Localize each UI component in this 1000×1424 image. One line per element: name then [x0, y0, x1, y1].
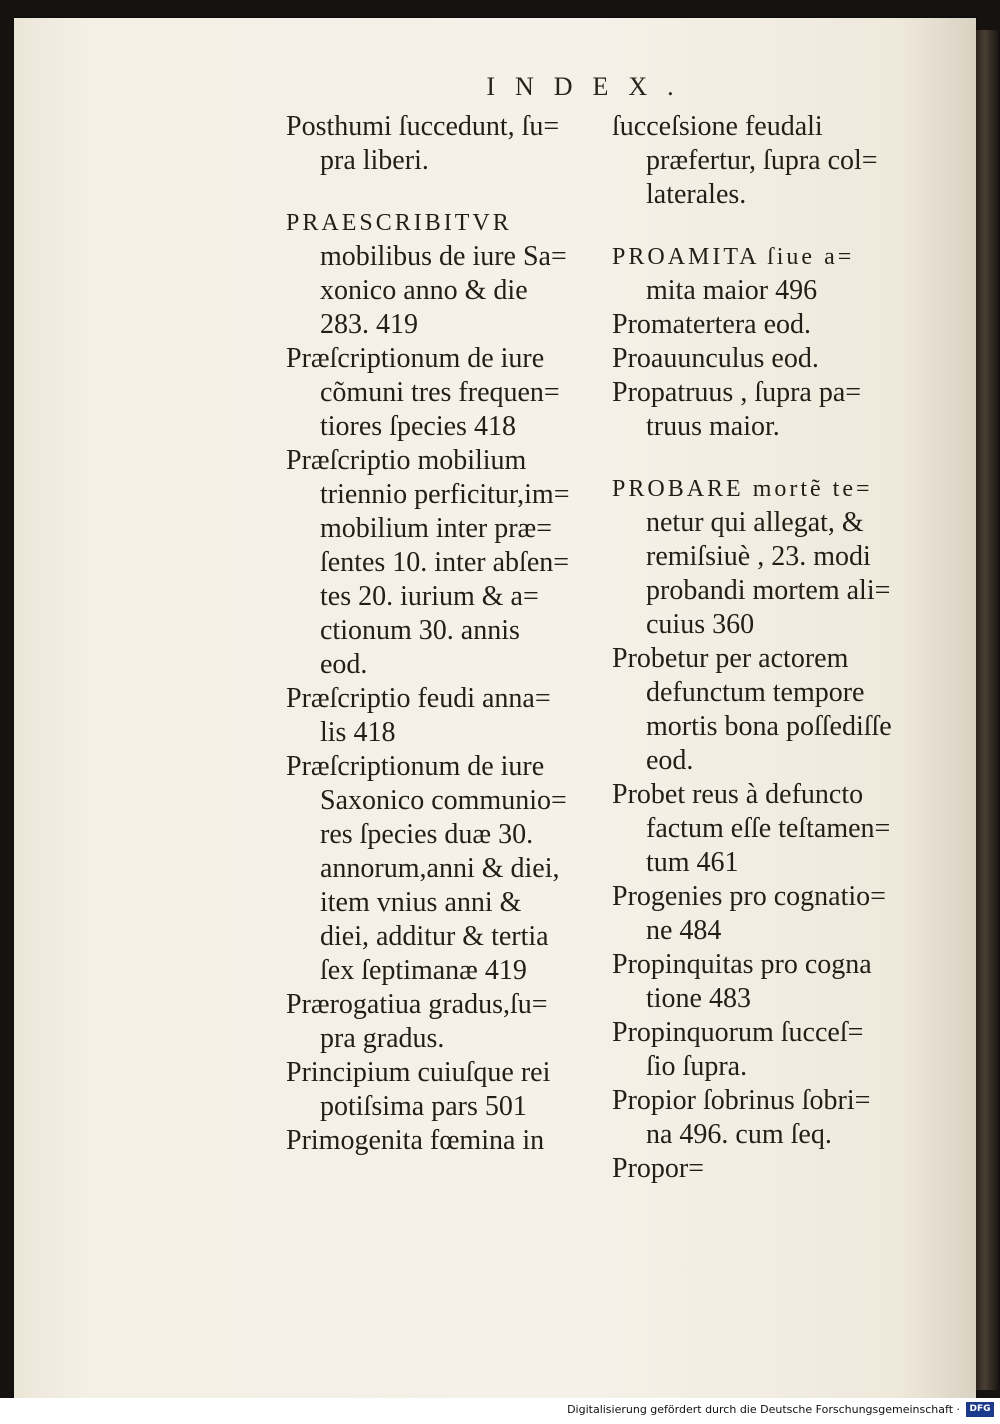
index-column-left	[286, 110, 606, 1158]
entry-gap	[612, 212, 942, 240]
index-line: Propior ſobrinus ſobri=	[612, 1085, 871, 1116]
index-entry	[612, 948, 942, 1016]
index-line: Propatruus , ſupra pa=	[612, 377, 862, 408]
index-line: Primogenita fœmina in	[286, 1125, 545, 1156]
index-entry	[612, 240, 942, 308]
index-entry	[286, 342, 606, 444]
index-line: Prærogatiua gradus,ſu=	[286, 989, 548, 1020]
index-line: xonico anno & die	[320, 275, 528, 306]
dfg-logo: DFG	[966, 1402, 994, 1417]
index-line: mortis bona poſſediſſe	[646, 711, 892, 742]
index-line: laterales.	[646, 179, 747, 210]
index-line: pra liberi.	[320, 145, 429, 176]
entry-gap	[612, 444, 942, 472]
index-entry	[612, 376, 942, 444]
index-line: item vnius anni &	[320, 887, 522, 918]
index-entry	[286, 988, 606, 1056]
index-entry	[612, 642, 942, 778]
index-line: factum eſſe teſtamen=	[646, 813, 891, 844]
index-entry	[286, 444, 606, 682]
index-line: PROBARE mortẽ te=	[612, 476, 873, 502]
index-entry	[612, 342, 942, 376]
index-line: Posthumi ſuccedunt, ſu=	[286, 111, 560, 142]
index-line: mobilibus de iure Sa=	[320, 241, 567, 272]
index-line: tes 20. iurium & a=	[320, 581, 539, 612]
index-line: PRAESCRIBITVR	[286, 210, 512, 236]
index-line: Promatertera eod.	[612, 309, 812, 340]
index-line: Propinquitas pro cogna	[612, 949, 872, 980]
index-line: truus maior.	[646, 411, 780, 442]
index-line: eod.	[320, 649, 368, 680]
index-line: tum 461	[646, 847, 739, 878]
index-entry	[286, 1056, 606, 1124]
index-entry	[612, 778, 942, 880]
index-line: res ſpecies duæ 30.	[320, 819, 534, 850]
index-column-right	[612, 110, 942, 1186]
index-entry	[612, 110, 942, 212]
footer-bar	[0, 1398, 1000, 1424]
index-line: na 496. cum ſeq.	[646, 1119, 832, 1150]
index-entry	[286, 750, 606, 988]
index-entry	[286, 682, 606, 750]
index-line: mita maior 496	[646, 275, 818, 306]
index-line: tiores ſpecies 418	[320, 411, 516, 442]
index-line: præfertur, ſupra col=	[646, 145, 878, 176]
index-line: cuius 360	[646, 609, 755, 640]
index-entry	[612, 1084, 942, 1152]
index-line: Præſcriptio mobilium	[286, 445, 527, 476]
index-line: potiſsima pars 501	[320, 1091, 527, 1122]
index-line: tione 483	[646, 983, 751, 1014]
index-line: ſex ſeptimanæ 419	[320, 955, 527, 986]
index-line: remiſsiuè , 23. modi	[646, 541, 871, 572]
index-line: 283. 419	[320, 309, 418, 340]
index-line: diei, additur & tertia	[320, 921, 549, 952]
index-line: Principium cuiuſque rei	[286, 1057, 551, 1088]
index-line: ſio ſupra.	[646, 1051, 748, 1082]
index-entry	[612, 1016, 942, 1084]
index-line: eod.	[646, 745, 694, 776]
index-line: Probet reus à defuncto	[612, 779, 864, 810]
index-entry	[286, 1124, 606, 1158]
index-line: Præſcriptio feudi anna=	[286, 683, 551, 714]
index-line: probandi mortem ali=	[646, 575, 891, 606]
index-line: triennio perficitur,im=	[320, 479, 570, 510]
index-line: Probetur per actorem	[612, 643, 849, 674]
index-line: PROAMITA ſiue a=	[612, 244, 855, 270]
index-line: netur qui allegat, &	[646, 507, 864, 538]
binding-edge	[976, 30, 998, 1390]
index-entry	[612, 472, 942, 642]
index-entry	[286, 110, 606, 178]
index-line: ctionum 30. annis	[320, 615, 520, 646]
index-line: Saxonico communio=	[320, 785, 567, 816]
index-line: Progenies pro cognatio=	[612, 881, 886, 912]
index-entry	[612, 1152, 942, 1186]
index-entry	[286, 206, 606, 342]
index-line: Proauunculus eod.	[612, 343, 819, 374]
index-line: ſentes 10. inter abſen=	[320, 547, 570, 578]
index-line: ne 484	[646, 915, 722, 946]
index-line: defunctum tempore	[646, 677, 865, 708]
index-line: Præſcriptionum de iure	[286, 343, 545, 374]
index-entry	[612, 308, 942, 342]
index-line: annorum,anni & diei,	[320, 853, 560, 884]
index-line: ſucceſsione feudali	[612, 111, 823, 142]
index-line: Propor=	[612, 1153, 705, 1184]
index-line: pra gradus.	[320, 1023, 445, 1054]
running-title: INDEX.	[486, 72, 694, 101]
index-line: Præſcriptionum de iure	[286, 751, 545, 782]
index-line: Propinquorum ſucceſ=	[612, 1017, 864, 1048]
index-line: lis 418	[320, 717, 396, 748]
entry-gap	[286, 178, 606, 206]
index-entry	[612, 880, 942, 948]
index-line: cõmuni tres frequen=	[320, 377, 560, 408]
index-line: mobilium inter præ=	[320, 513, 552, 544]
footer-credit: Digitalisierung gefördert durch die Deutsche Forschungsgemeinschaft ·	[567, 1403, 960, 1416]
